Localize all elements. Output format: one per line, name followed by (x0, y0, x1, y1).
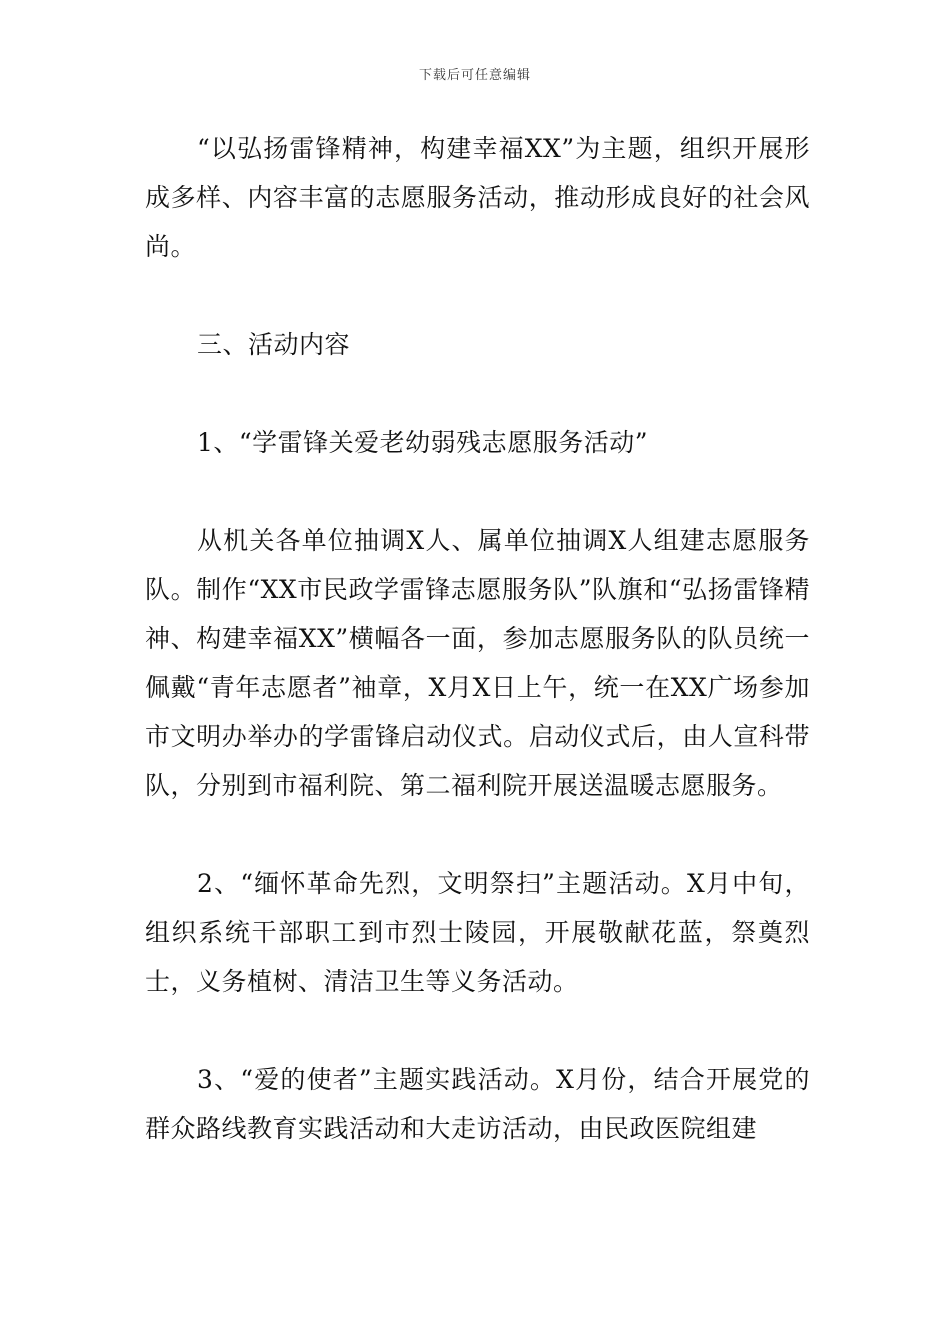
page-header-note: 下载后可任意编辑 (418, 68, 531, 83)
document-body (145, 124, 810, 1153)
paragraph-spacer (145, 369, 810, 418)
section-heading-activities: 三、活动内容 (197, 330, 351, 359)
paragraph-item-1: 从机关各单位抽调X人、属单位抽调X人组建志愿服务队。制作“XX市民政学雷锋志愿服务队”队旗和“弘扬雷锋精神、构建幸福XX”横幅各一面，参加志愿服务队的队员统一佩戴“青年志愿者”袖章，X月X日上午，统一在XX广场参加市文明办举办的学雷锋启动仪式。启动仪式后，由人宣科带队，分别到市福利院、第二福利院开展送温暖志愿服务。 (145, 526, 810, 800)
paragraph-spacer (145, 271, 810, 320)
paragraph-item-2: 2、“缅怀革命先烈，文明祭扫”主题活动。X月中旬，组织系统干部职工到市烈士陵园，开展敬献花蓝，祭奠烈士，义务植树、清洁卫生等义务活动。 (145, 869, 810, 996)
paragraph-spacer (145, 810, 810, 859)
paragraph-theme: “以弘扬雷锋精神，构建幸福XX”为主题，组织开展形成多样、内容丰富的志愿服务活动，推动形成良好的社会风尚。 (145, 134, 810, 261)
item-heading-1: 1、“学雷锋关爱老幼弱残志愿服务活动” (197, 428, 648, 457)
paragraph-spacer (145, 467, 810, 516)
paragraph-item-3: 3、“爱的使者”主题实践活动。X月份，结合开展党的群众路线教育实践活动和大走访活动，由民政医院组建 (145, 1065, 810, 1143)
paragraph-spacer (145, 1006, 810, 1055)
